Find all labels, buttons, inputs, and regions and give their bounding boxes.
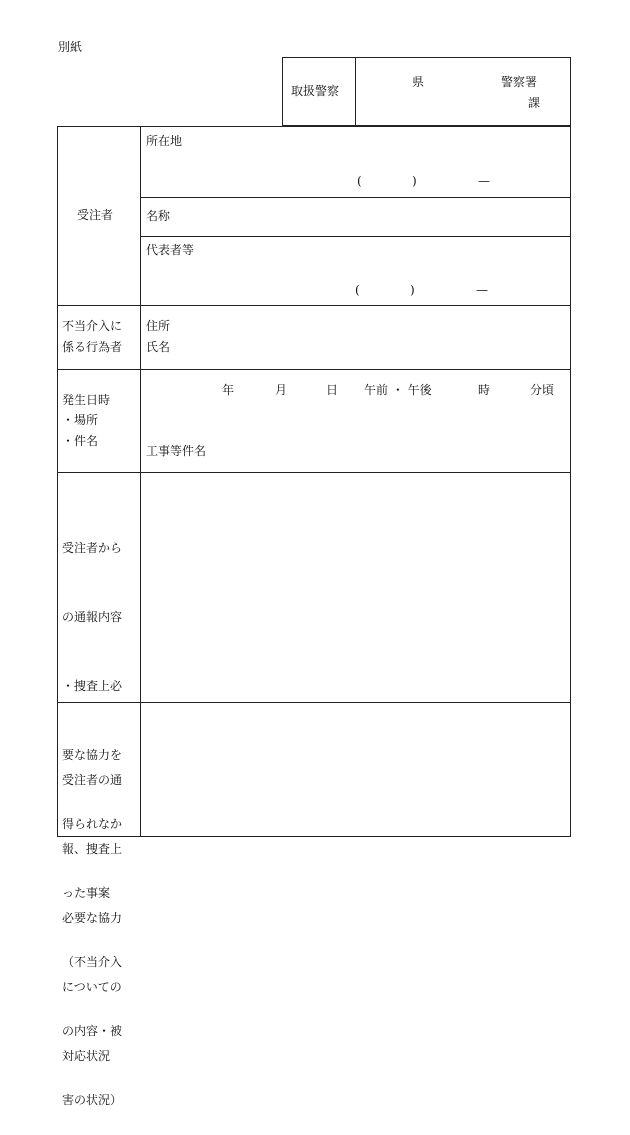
station-label: 警察署 [501, 75, 538, 89]
phone2-open: ( [355, 283, 360, 297]
day-label: 日 [326, 383, 339, 397]
contractor-subdivider-1 [140, 197, 571, 198]
intervener-label-line2: 係る行為者 [62, 340, 123, 354]
occurrence-label-line3: ・件名 [62, 434, 99, 448]
representative-label: 代表者等 [146, 243, 195, 257]
month-label: 月 [275, 383, 288, 397]
phone1-close: ) [412, 174, 417, 188]
report-label-line: ・捜査上必 [62, 679, 123, 693]
report-label-line: 得られなか [62, 817, 123, 831]
response-label-line: 必要な協力 [62, 911, 123, 925]
prefecture-label: 県 [412, 75, 425, 89]
phone2-dash: — [476, 283, 488, 297]
section-label: 課 [528, 96, 541, 110]
phone1-open: ( [357, 174, 362, 188]
contractor-label: 受注者 [77, 208, 114, 222]
phone1-dash: — [478, 174, 490, 188]
response-label-line: についての [62, 980, 122, 994]
response-label [62, 723, 122, 1091]
police-box-divider [355, 57, 356, 126]
attachment-label: 別紙 [58, 40, 83, 54]
year-label: 年 [222, 383, 235, 397]
minute-label: 分頃 [530, 383, 555, 397]
response-label-line: 対応状況 [62, 1049, 111, 1063]
row-divider-3 [57, 472, 571, 473]
response-label-line: 報、捜査上 [62, 842, 123, 856]
main-table [57, 126, 571, 837]
report-label-line: 受注者から [62, 541, 123, 555]
police-label: 取扱警察 [291, 84, 340, 98]
intervener-address-label: 住所 [146, 319, 171, 333]
response-label-line: 受注者の通 [62, 773, 123, 787]
report-label-line: 害の状況） [62, 1093, 123, 1107]
report-label-line: （不当介入 [62, 955, 123, 969]
work-name-label: 工事等件名 [146, 444, 207, 458]
location-label: 所在地 [146, 134, 183, 148]
contractor-subdivider-2 [140, 236, 571, 237]
report-label-line: の内容・被 [62, 1024, 123, 1038]
occurrence-label-line1: 発生日時 [62, 393, 111, 407]
ampm-label: 午前 ・ 午後 [364, 383, 432, 397]
report-label-line: 要な協力を [62, 748, 123, 762]
label-column-divider [140, 126, 141, 837]
hour-label: 時 [478, 383, 491, 397]
report-label-line: った事案 [62, 886, 111, 900]
row-divider-2 [57, 369, 571, 370]
intervener-name-label: 氏名 [146, 340, 171, 354]
occurrence-label-line2: ・場所 [62, 413, 99, 427]
row-divider-1 [57, 305, 571, 306]
phone2-close: ) [410, 283, 415, 297]
report-label-line: の通報内容 [62, 610, 123, 624]
intervener-label-line1: 不当介入に [62, 319, 123, 333]
name-label: 名称 [146, 209, 171, 223]
row-divider-4 [57, 702, 571, 703]
